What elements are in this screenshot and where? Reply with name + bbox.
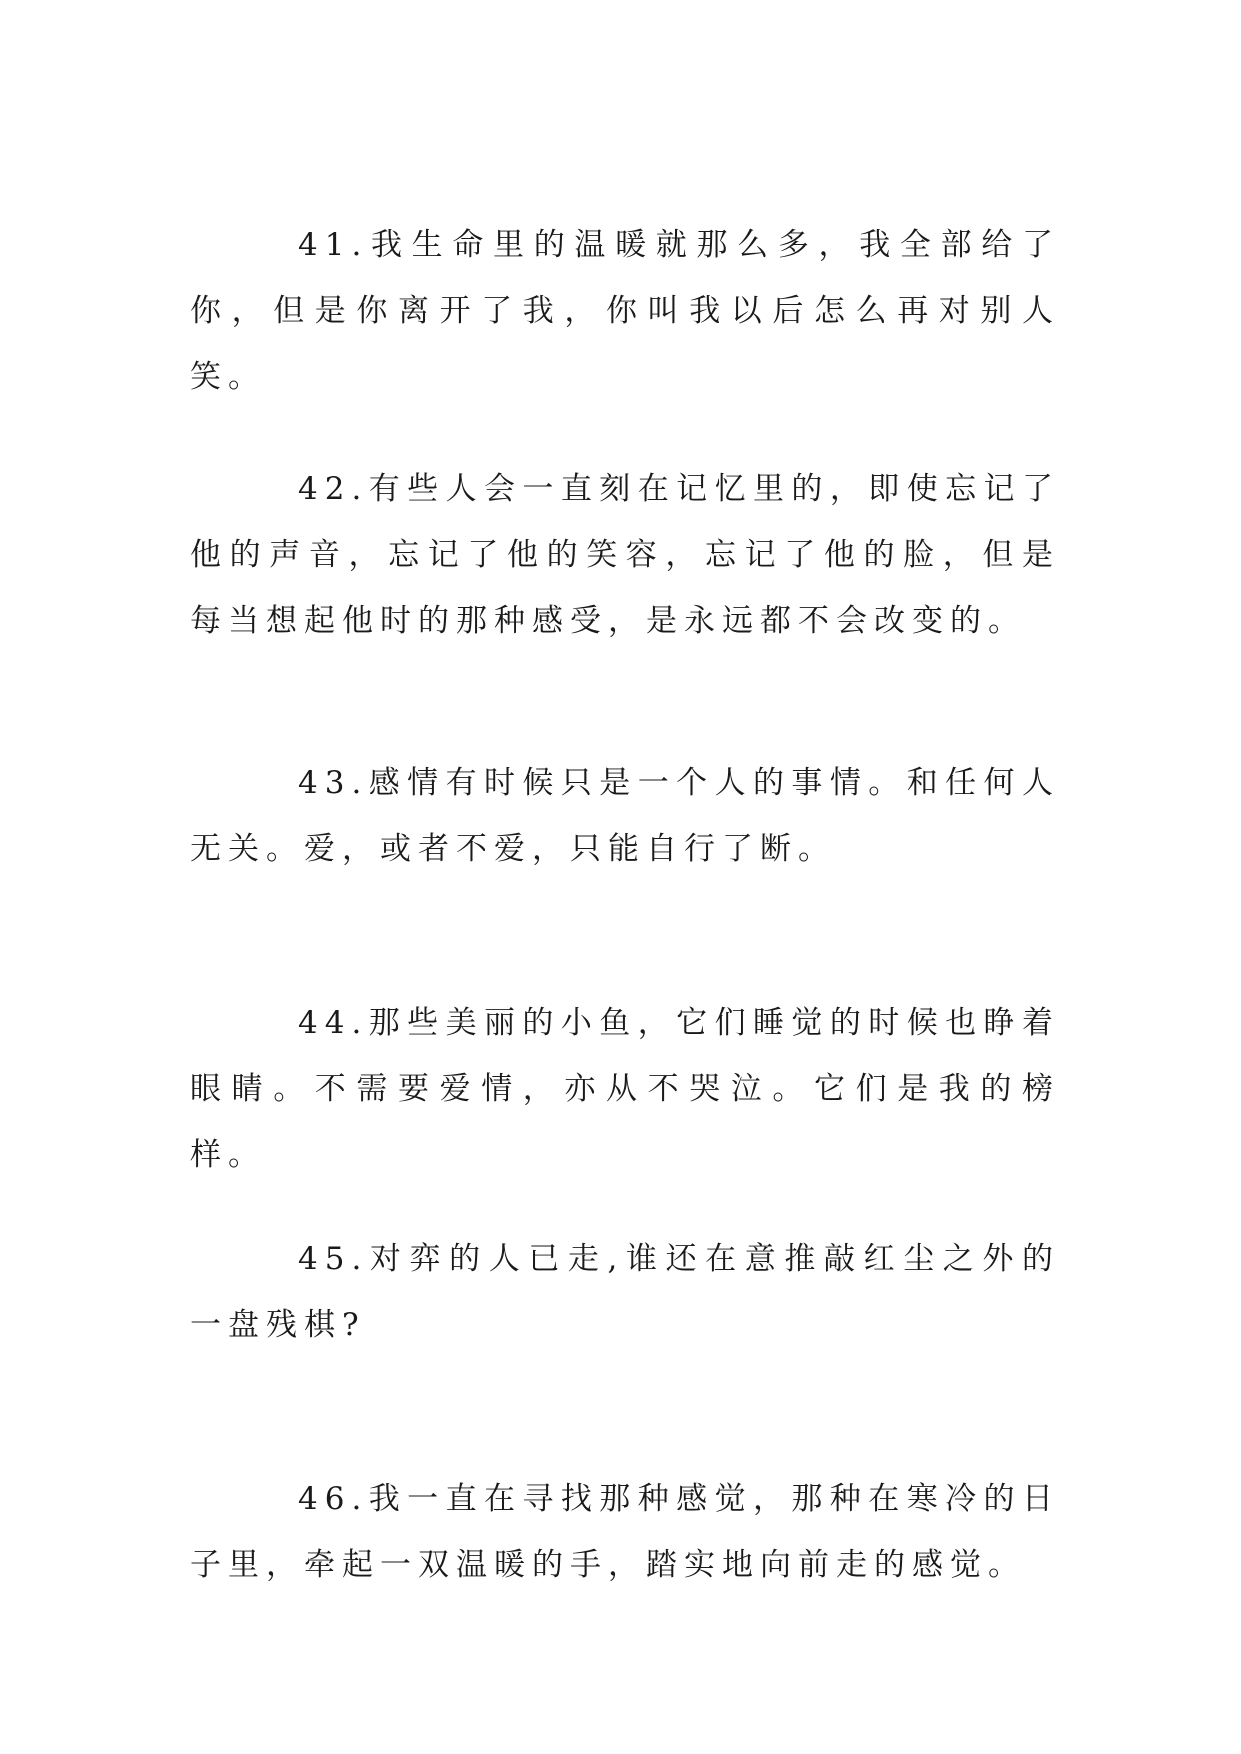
paragraph-43: 43.感情有时候只是一个人的事情。和任何人无关。爱，或者不爱，只能自行了断。 [190, 765, 1060, 867]
paragraph-42: 42.有些人会一直刻在记忆里的，即使忘记了他的声音，忘记了他的笑容，忘记了他的脸，但是每当想起他时的那种感受，是永远都不会改变的。 [190, 471, 1060, 639]
paragraph-41: 41.我生命里的温暖就那么多，我全部给了你，但是你离开了我，你叫我以后怎么再对别人笑。 [190, 227, 1060, 395]
paragraph-46: 46.我一直在寻找那种感觉，那种在寒冷的日子里，牵起一双温暖的手，踏实地向前走的感觉。 [190, 1481, 1060, 1583]
paragraph-44: 44.那些美丽的小鱼，它们睡觉的时候也睁着眼睛。不需要爱情，亦从不哭泣。它们是我的榜样。 [190, 1005, 1060, 1173]
paragraph-45: 45.对弈的人已走,谁还在意推敲红尘之外的一盘残棋? [190, 1241, 1060, 1343]
